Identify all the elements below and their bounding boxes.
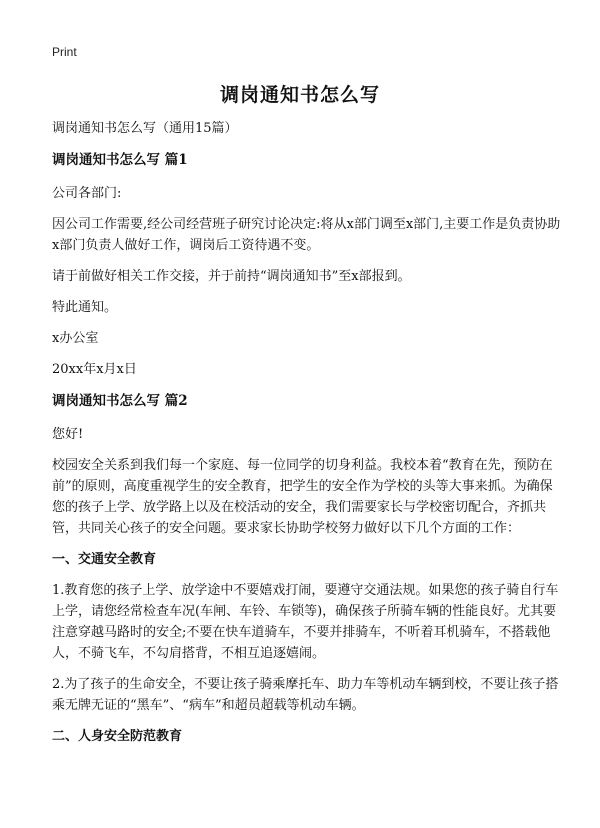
greeting: 您好! xyxy=(52,427,84,442)
list-item: 1.教育您的孩子上学、放学途中不要嬉戏打闹，要遵守交通法规。如果您的孩子骑自行车上学，请您经常检查车况(车闸、车铃、车锁等)，确保孩子所骑车辆的性能良好。尤其要注意穿越马路时的安全;不要在快车道骑车，不要并排骑车，不听着耳机骑车，不搭载他人，不骑飞车，不勾肩搭背，不相互追逐嬉闹。 xyxy=(52,583,559,661)
subsection-heading-safety: 二、人身安全防范教育 xyxy=(52,729,183,744)
paragraph: 请于前做好相关工作交接，并于前持“调岗通知书”至x部报到。 xyxy=(52,269,411,284)
list-item: 2.为了孩子的生命安全，不要让孩子骑乘摩托车、助力车等机动车辆到校，不要让孩子搭乘无牌无证的“黑车”、“病车”和超员超载等机动车辆。 xyxy=(52,677,559,713)
document-body xyxy=(52,118,562,757)
section-heading-2: 调岗通知书怎么写 篇2 xyxy=(52,393,188,409)
subsection-heading-traffic: 一、交通安全教育 xyxy=(52,552,157,567)
paragraph: 因公司工作需要,经公司经营班子研究讨论决定:将从x部门调至x部门,主要工作是负责协助x部门负责人做好工作，调岗后工资待遇不变。 xyxy=(52,217,561,253)
print-label: Print xyxy=(52,45,77,59)
section-heading-1: 调岗通知书怎么写 篇1 xyxy=(52,152,188,168)
document-title: 调岗通知书怎么写 xyxy=(219,84,380,106)
paragraph: 特此通知。 xyxy=(52,300,118,315)
salutation: 公司各部门: xyxy=(52,186,122,201)
document-subtitle: 调岗通知书怎么写（通用15篇） xyxy=(52,121,238,136)
signature: x办公室 xyxy=(52,331,99,346)
paragraph: 校园安全关系到我们每一个家庭、每一位同学的切身利益。我校本着“教育在先，预防在前”的原则，高度重视学生的安全教育，把学生的安全作为学校的头等大事来抓。为确保您的孩子上学、放学路上以及在校活动的安全，我们需要家长与学校密切配合，齐抓共管，共同关心孩子的安全问题。要求家长协助学校努力做好以下几个方面的工作： xyxy=(52,458,553,536)
date: 20xx年x月x日 xyxy=(52,362,137,377)
